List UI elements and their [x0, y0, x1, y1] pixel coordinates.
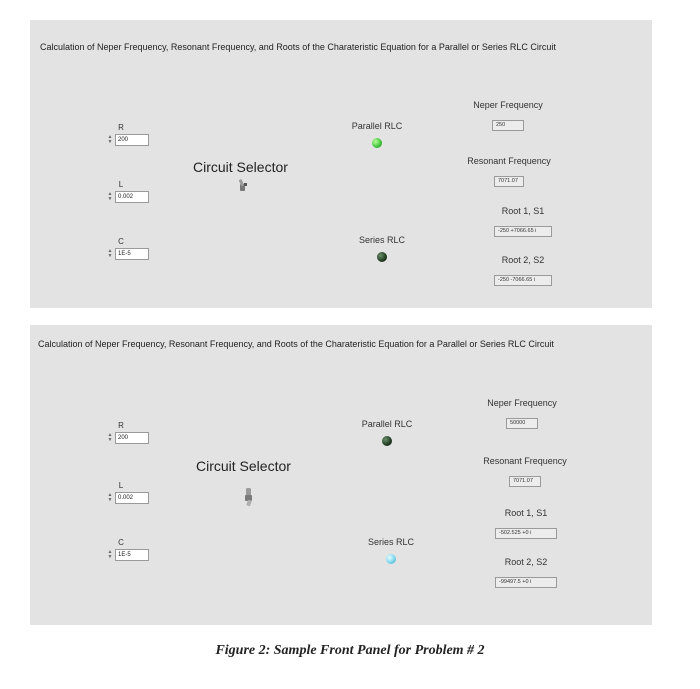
decrement-arrow-icon[interactable]: ▼ [107, 497, 113, 503]
r-input[interactable]: 200 [115, 432, 149, 444]
c-input[interactable]: 1E-5 [115, 248, 149, 260]
series-rlc-indicator [351, 537, 431, 569]
c-control [106, 538, 149, 561]
l-input[interactable]: 0.002 [115, 492, 149, 504]
c-spinner[interactable] [106, 248, 114, 260]
increment-arrow-icon[interactable]: ▲ [107, 549, 113, 555]
resonant-frequency-label: Resonant Frequency [483, 456, 567, 466]
root2-label: Root 2, S2 [504, 557, 548, 567]
series-rlc-led-icon [386, 554, 396, 564]
r-spinner[interactable] [106, 432, 114, 444]
root2-indicator [478, 255, 568, 286]
r-label: R [118, 421, 124, 430]
root1-indicator [478, 206, 568, 237]
root1-value: -250 +7066.65 i [494, 226, 552, 237]
increment-arrow-icon[interactable]: ▲ [107, 492, 113, 498]
c-control [106, 237, 149, 260]
front-panel-series [30, 325, 652, 625]
panel-title: Calculation of Neper Frequency, Resonant Frequency, and Roots of the Charateristic Equation for a Parallel or Series RLC Circuit [38, 339, 554, 349]
l-spinner[interactable] [106, 492, 114, 504]
front-panel-parallel [30, 20, 652, 308]
circuit-selector-label: Circuit Selector [193, 159, 288, 175]
l-input[interactable]: 0.002 [115, 191, 149, 203]
neper-frequency-label: Neper Frequency [487, 398, 557, 408]
neper-frequency-value: 250 [492, 120, 524, 131]
r-control [106, 123, 149, 146]
l-label: L [118, 180, 124, 189]
root1-label: Root 1, S1 [504, 508, 548, 518]
r-label: R [118, 123, 124, 132]
parallel-rlc-label: Parallel RLC [351, 121, 403, 131]
resonant-frequency-value: 7071.07 [494, 176, 524, 187]
r-control [106, 421, 149, 444]
neper-frequency-indicator [460, 100, 556, 131]
figure-caption: Figure 2: Sample Front Panel for Problem # 2 [215, 643, 485, 658]
decrement-arrow-icon[interactable]: ▼ [107, 437, 113, 443]
l-control [106, 180, 149, 203]
root2-value: -99497.5 +0 i [495, 577, 557, 588]
root1-label: Root 1, S1 [501, 206, 545, 216]
root2-label: Root 2, S2 [501, 255, 545, 265]
parallel-rlc-indicator [337, 121, 417, 153]
parallel-rlc-led-icon [372, 138, 382, 148]
l-spinner[interactable] [106, 191, 114, 203]
circuit-selector-label: Circuit Selector [196, 458, 291, 474]
root2-value: -250 -7066.65 i [494, 275, 552, 286]
decrement-arrow-icon[interactable]: ▼ [107, 554, 113, 560]
parallel-rlc-led-icon [382, 436, 392, 446]
increment-arrow-icon[interactable]: ▲ [107, 432, 113, 438]
resonant-frequency-label: Resonant Frequency [467, 156, 551, 166]
toggle-switch-icon[interactable] [243, 487, 255, 507]
decrement-arrow-icon[interactable]: ▼ [107, 196, 113, 202]
r-spinner[interactable] [106, 134, 114, 146]
neper-frequency-label: Neper Frequency [473, 100, 543, 110]
root2-indicator [481, 557, 571, 588]
root1-value: -502.525 +0 i [495, 528, 557, 539]
parallel-rlc-indicator [347, 419, 427, 451]
c-label: C [118, 538, 124, 547]
increment-arrow-icon[interactable]: ▲ [107, 191, 113, 197]
series-rlc-label: Series RLC [358, 235, 405, 245]
l-control [106, 481, 149, 504]
parallel-rlc-label: Parallel RLC [361, 419, 413, 429]
c-spinner[interactable] [106, 549, 114, 561]
resonant-frequency-value: 7071.07 [509, 476, 541, 487]
c-label: C [118, 237, 124, 246]
c-input[interactable]: 1E-5 [115, 549, 149, 561]
l-label: L [118, 481, 124, 490]
r-input[interactable]: 200 [115, 134, 149, 146]
resonant-frequency-indicator [470, 456, 580, 487]
decrement-arrow-icon[interactable]: ▼ [107, 253, 113, 259]
increment-arrow-icon[interactable]: ▲ [107, 134, 113, 140]
root1-indicator [481, 508, 571, 539]
panel-title: Calculation of Neper Frequency, Resonant Frequency, and Roots of the Charateristic Equation for a Parallel or Series RLC Circuit [40, 42, 556, 52]
neper-frequency-indicator [474, 398, 570, 429]
neper-frequency-value: 50000 [506, 418, 538, 429]
series-rlc-label: Series RLC [367, 537, 414, 547]
resonant-frequency-indicator [454, 156, 564, 187]
series-rlc-indicator [342, 235, 422, 267]
decrement-arrow-icon[interactable]: ▼ [107, 139, 113, 145]
toggle-switch-icon[interactable] [238, 178, 248, 192]
increment-arrow-icon[interactable]: ▲ [107, 248, 113, 254]
series-rlc-led-icon [377, 252, 387, 262]
